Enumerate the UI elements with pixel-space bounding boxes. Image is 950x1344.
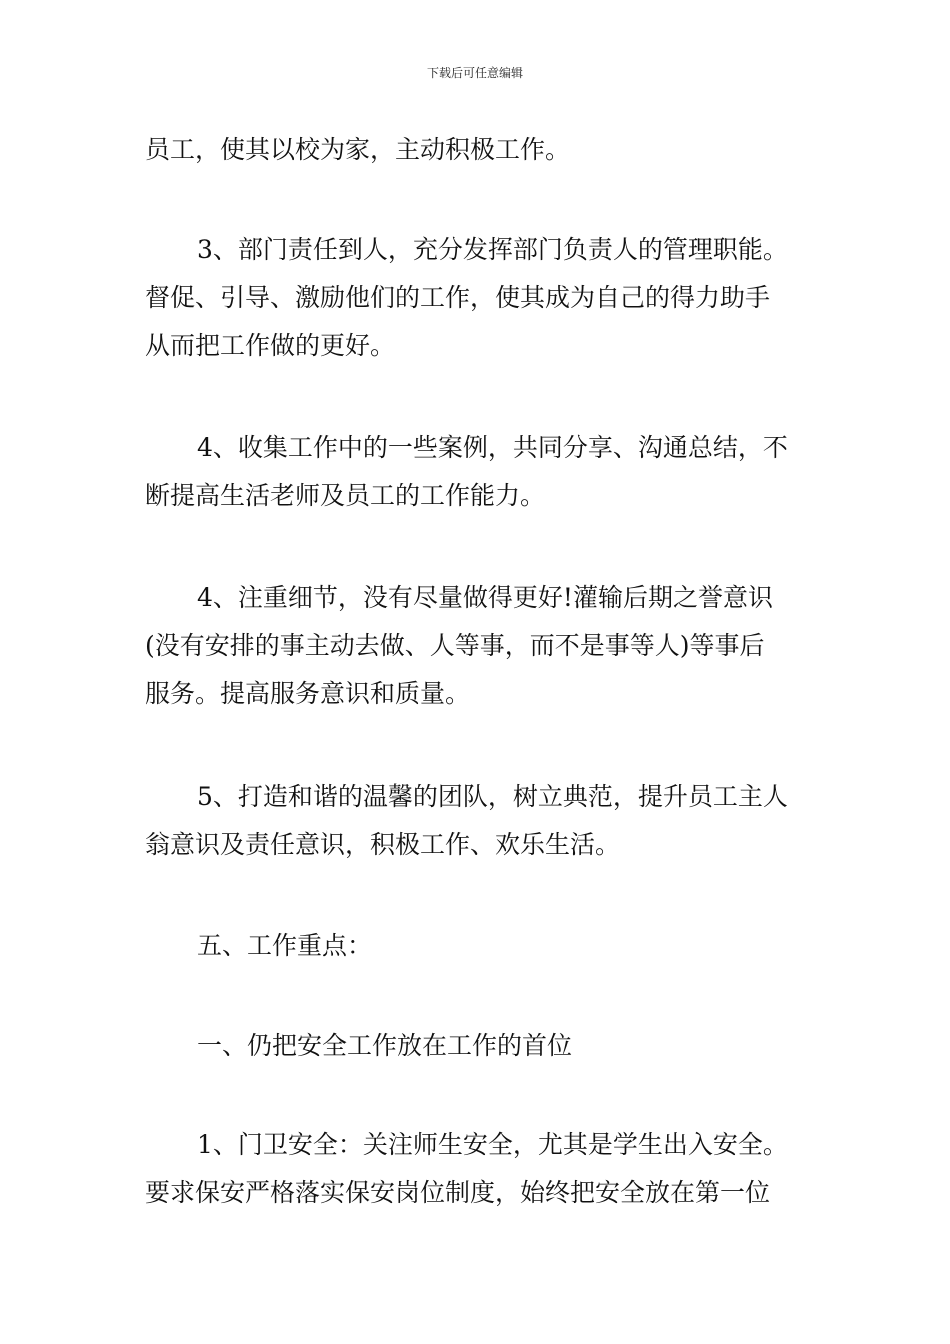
paragraph-4 bbox=[145, 574, 810, 718]
paragraph-line: 服务。提高服务意识和质量。 bbox=[145, 679, 471, 708]
paragraph-line: 断提高生活老师及员工的工作能力。 bbox=[145, 481, 546, 510]
paragraph-gate-safety bbox=[145, 1121, 810, 1217]
paragraph-line: 4、收集工作中的一些案例，共同分享、沟通总结，不 bbox=[197, 433, 788, 462]
paragraph-line: 3、部门责任到人，充分发挥部门负责人的管理职能。 bbox=[197, 235, 788, 264]
paragraph-1 bbox=[145, 126, 810, 174]
paragraph-line: 要求保安严格落实保安岗位制度，始终把安全放在第一位 bbox=[145, 1178, 771, 1207]
paragraph-2 bbox=[145, 226, 810, 370]
paragraph-line: 督促、引导、激励他们的工作，使其成为自己的得力助手 bbox=[145, 283, 771, 312]
paragraph-line: (没有安排的事主动去做、人等事，而不是事等人)等事后 bbox=[145, 631, 765, 660]
paragraph-line: 1、门卫安全：关注师生安全，尤其是学生出入安全。 bbox=[197, 1130, 788, 1159]
paragraph-line: 翁意识及责任意识，积极工作、欢乐生活。 bbox=[145, 830, 621, 859]
paragraph-line: 五、工作重点： bbox=[197, 931, 373, 960]
paragraph-line: 一、仍把安全工作放在工作的首位 bbox=[197, 1031, 573, 1060]
subsection-heading-safety bbox=[145, 1022, 810, 1070]
paragraph-3 bbox=[145, 424, 810, 520]
paragraph-line: 从而把工作做的更好。 bbox=[145, 331, 396, 360]
paragraph-line: 4、注重细节，没有尽量做得更好!灌输后期之誉意识 bbox=[197, 583, 773, 612]
page-header: 下载后可任意编辑 bbox=[426, 66, 523, 80]
paragraph-5 bbox=[145, 773, 810, 869]
paragraph-line: 5、打造和谐的温馨的团队，树立典范，提升员工主人 bbox=[197, 782, 788, 811]
paragraph-line: 员工，使其以校为家，主动积极工作。 bbox=[145, 135, 571, 164]
section-heading-work-focus bbox=[145, 922, 810, 970]
